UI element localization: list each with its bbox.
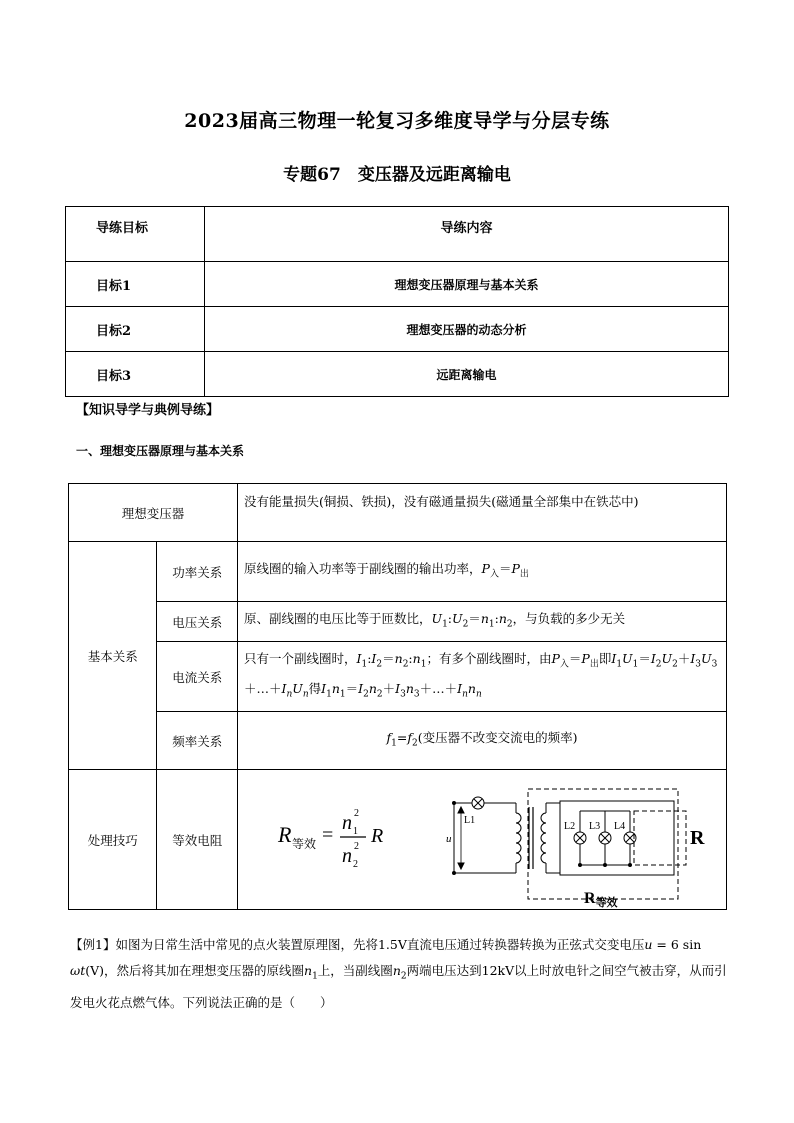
goal-cell: 目标1: [66, 262, 205, 307]
svg-text:等效: 等效: [292, 836, 317, 851]
frequency-text: $f_1=f_2$(变压器不改变交流电的频率): [238, 712, 727, 770]
equiv-resistance-formula: [277, 808, 383, 870]
svg-text:R: R: [278, 821, 292, 847]
frequency-row: [69, 712, 727, 770]
ideal-label: 理想变压器: [69, 484, 238, 542]
section-heading: 一、理想变压器原理与基本关系: [76, 444, 245, 458]
technique-row: [69, 770, 727, 910]
goal-row: [66, 307, 729, 352]
frequency-label: 频率关系: [157, 712, 238, 770]
ideal-text: 没有能量损失(铜损、铁损)，没有磁通量损失(磁通量全部集中在铁芯中): [238, 484, 727, 542]
relations-table: [68, 483, 727, 910]
power-text: 原线圈的输入功率等于副线圈的输出功率，$P_入=P_出$: [238, 542, 727, 602]
voltage-row: [69, 602, 727, 642]
document-subtitle: 专题67 变压器及远距离输电: [283, 165, 511, 185]
label-l1: L1: [464, 814, 476, 826]
goal-content-cell: 理想变压器的动态分析: [205, 307, 729, 352]
example-label: 【例1】: [70, 937, 116, 952]
svg-text:=: =: [322, 823, 334, 846]
basic-relations-label: 基本关系: [69, 542, 157, 770]
equiv-resistance-label: 等效电阻: [157, 770, 238, 910]
current-text: 只有一个副线圈时，$I_1:I_2=n_2:n_1$；有多个副线圈时，由$P_入=P_出$即$I_1U_1=I_2U_2+I_3U_3+\dots+I_nU_n$得$I_1n_1=I_2n_2+I_3n_3+\dots+I_nn_n$: [238, 642, 727, 712]
example-1: 【例1】如图为日常生活中常见的点火装置原理图，先将1.5V直流电压通过转换器转换为正弦式交变电压u = 6 sin ωt(V)，然后将其加在理想变压器的原线圈$n_1$上，当副线圈$n_2$两端电压达到12kV以上时放电针之间空气被击穿，从而引发电火花点燃气体。下列说法正确的是（ ）: [70, 937, 727, 1010]
goal-row: [66, 352, 729, 397]
svg-text:2: 2: [354, 807, 359, 819]
label-r: R: [690, 826, 705, 849]
ideal-row: [69, 484, 727, 542]
label-l2: L2: [564, 820, 576, 832]
goal-cell: 目标3: [66, 352, 205, 397]
goal-col-header: 导练目标: [66, 207, 205, 262]
svg-text:1: 1: [353, 825, 358, 837]
goal-table-header: [66, 207, 729, 262]
svg-text:R: R: [371, 824, 384, 847]
technique-label: 处理技巧: [69, 770, 157, 910]
label-r-equiv: R等效: [584, 889, 618, 909]
circuit-diagram: [453, 789, 687, 899]
equiv-resistance-cell: [238, 770, 727, 910]
goal-table: [65, 206, 729, 397]
voltage-text: 原、副线圈的电压比等于匝数比，$U_1:U_2=n_1:n_2$，与负载的多少无关: [238, 602, 727, 642]
svg-text:n: n: [342, 844, 352, 867]
primary-coil-icon: [516, 813, 521, 863]
document-title: 2023届高三物理一轮复习多维度导学与分层专练: [184, 110, 610, 132]
content-col-header: 导练内容: [205, 207, 729, 262]
current-label: 电流关系: [157, 642, 238, 712]
goal-row: [66, 262, 729, 307]
voltage-label: 电压关系: [157, 602, 238, 642]
svg-text:2: 2: [353, 858, 358, 870]
svg-text:n: n: [342, 811, 352, 834]
goal-cell: 目标2: [66, 307, 205, 352]
goal-content-cell: 理想变压器原理与基本关系: [205, 262, 729, 307]
power-label: 功率关系: [157, 542, 238, 602]
label-l4: L4: [614, 820, 626, 832]
equiv-resistance-figure: [238, 771, 726, 909]
svg-text:2: 2: [354, 840, 359, 852]
label-l3: L3: [589, 820, 601, 832]
label-u: u: [446, 832, 452, 845]
goal-content-cell: 远距离输电: [205, 352, 729, 397]
section-label: 【知识导学与典例导练】: [76, 403, 220, 418]
current-row: [69, 642, 727, 712]
power-row: [69, 542, 727, 602]
secondary-coil-icon: [541, 813, 546, 863]
